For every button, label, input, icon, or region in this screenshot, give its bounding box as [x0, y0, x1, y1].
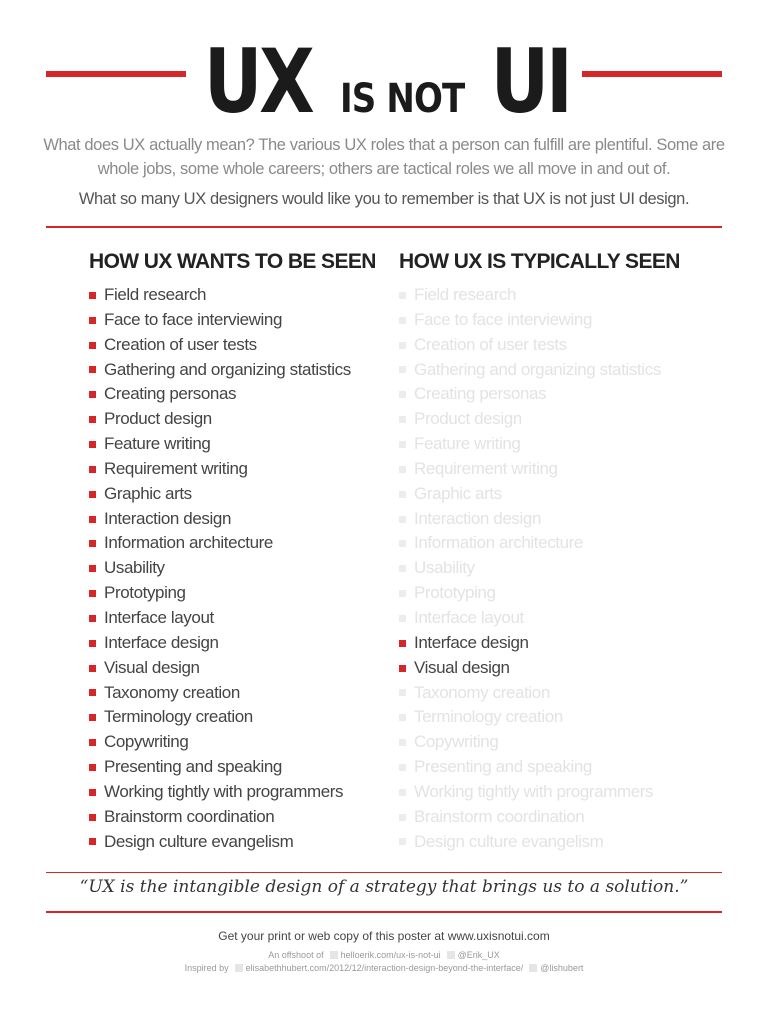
bullet-icon — [89, 441, 96, 448]
list-item — [89, 705, 351, 730]
list-item — [89, 780, 351, 805]
bullet-icon — [89, 540, 96, 547]
list-item — [89, 432, 351, 457]
list-item-label: Gathering and organizing statistics — [414, 359, 661, 379]
bullet-icon — [89, 714, 96, 721]
list-item — [399, 705, 661, 730]
list-item — [89, 382, 351, 407]
list-item-label: Brainstorm coordination — [414, 806, 585, 826]
bullet-icon — [399, 516, 406, 523]
bullet-icon — [399, 416, 406, 423]
list-item-label: Feature writing — [414, 434, 521, 454]
list-item — [399, 755, 661, 780]
left-column-heading: HOW UX WANTS TO BE SEEN — [89, 250, 376, 273]
list-item-label: Interface design — [104, 632, 219, 652]
bullet-icon — [89, 292, 96, 299]
list-item — [399, 482, 661, 507]
list-item — [399, 581, 661, 606]
list-item — [399, 681, 661, 706]
list-item-label: Gathering and organizing statistics — [104, 359, 351, 379]
list-item — [399, 308, 661, 333]
list-item — [89, 531, 351, 556]
list-item — [89, 407, 351, 432]
bullet-icon — [399, 838, 406, 845]
list-item-label: Interaction design — [414, 508, 541, 528]
list-item — [399, 283, 661, 308]
bullet-icon — [399, 391, 406, 398]
divider-quote-top — [46, 872, 722, 873]
offshoot-prefix: An offshoot of — [268, 950, 324, 960]
title-is-not: IS NOT — [340, 76, 465, 122]
bullet-icon — [399, 441, 406, 448]
list-item — [399, 780, 661, 805]
bullet-icon — [89, 814, 96, 821]
list-item-label: Requirement writing — [414, 458, 558, 478]
list-item — [399, 606, 661, 631]
list-item-label: Creation of user tests — [414, 334, 567, 354]
list-item — [399, 805, 661, 830]
list-item-label: Information architecture — [104, 533, 273, 553]
list-item-label: Face to face interviewing — [104, 309, 283, 329]
divider-top — [46, 226, 722, 228]
list-item — [399, 333, 661, 358]
offshoot-handle[interactable]: @Erik_UX — [457, 950, 500, 960]
bullet-icon — [89, 665, 96, 672]
bullet-icon — [399, 615, 406, 622]
twitter-icon — [447, 951, 455, 959]
list-item-label: Working tightly with programmers — [104, 781, 344, 801]
list-item-label: Usability — [104, 558, 165, 578]
list-item-label: Design culture evangelism — [104, 831, 294, 851]
list-item — [89, 606, 351, 631]
list-item — [399, 382, 661, 407]
footer-offshoot — [0, 950, 768, 960]
list-item — [89, 755, 351, 780]
divider-quote-bottom — [46, 911, 722, 913]
title-ux: UX — [203, 30, 312, 133]
list-item-label: Presenting and speaking — [104, 757, 282, 777]
bullet-icon — [89, 491, 96, 498]
bullet-icon — [89, 342, 96, 349]
list-item-label: Information architecture — [414, 533, 583, 553]
list-item — [89, 581, 351, 606]
list-item-label: Terminology creation — [104, 707, 253, 727]
list-item-label: Interaction design — [104, 508, 231, 528]
list-item-label: Face to face interviewing — [414, 309, 593, 329]
bullet-icon — [89, 689, 96, 696]
list-item-label: Taxonomy creation — [104, 682, 240, 702]
bullet-icon — [89, 615, 96, 622]
list-item — [89, 805, 351, 830]
bullet-icon — [399, 540, 406, 547]
list-item — [89, 730, 351, 755]
list-item-label: Graphic arts — [414, 483, 502, 503]
list-item — [89, 333, 351, 358]
list-item-label: Design culture evangelism — [414, 831, 604, 851]
list-item — [399, 830, 661, 855]
list-item-label: Field research — [104, 285, 207, 304]
bullet-icon — [399, 342, 406, 349]
list-item-label: Prototyping — [104, 583, 186, 603]
title-rule-right — [582, 71, 722, 77]
bullet-icon — [399, 814, 406, 821]
link-icon — [235, 964, 243, 972]
bullet-icon — [89, 764, 96, 771]
list-item-label: Feature writing — [104, 434, 211, 454]
bullet-icon — [399, 466, 406, 473]
title-rule-left — [46, 71, 186, 77]
bullet-icon — [399, 590, 406, 597]
bullet-icon — [89, 366, 96, 373]
list-item-label: Presenting and speaking — [414, 757, 592, 777]
list-item-label: Brainstorm coordination — [104, 806, 275, 826]
bullet-icon — [399, 764, 406, 771]
footer-main: Get your print or web copy of this poster at www.uxisnotui.com — [218, 929, 550, 943]
remember-text: What so many UX designers would like you to remember is that UX is not just UI design. — [78, 190, 690, 208]
list-item — [399, 531, 661, 556]
list-item — [89, 830, 351, 855]
list-item-label: Requirement writing — [104, 458, 248, 478]
intro-text: What does UX actually mean? The various UX roles that a person can fulfill are plentiful. Some are whole jobs, some whole careers; others are tactical roles we all move in and out of. — [43, 136, 725, 178]
bullet-icon — [399, 565, 406, 572]
bullet-icon — [399, 292, 406, 299]
list-item — [399, 507, 661, 532]
list-item — [89, 556, 351, 581]
bullet-icon — [89, 516, 96, 523]
right-column-list — [399, 283, 661, 854]
list-item — [89, 681, 351, 706]
list-item — [89, 631, 351, 656]
right-column-heading: HOW UX IS TYPICALLY SEEN — [399, 250, 680, 273]
list-item — [399, 457, 661, 482]
bullet-icon — [399, 317, 406, 324]
title-ui: UI — [490, 30, 570, 133]
list-item-label: Product design — [414, 409, 522, 429]
bullet-icon — [399, 739, 406, 746]
list-item-label: Visual design — [414, 657, 510, 677]
offshoot-link[interactable]: helloerik.com/ux-is-not-ui — [340, 950, 441, 960]
list-item-label: Terminology creation — [414, 707, 563, 727]
bullet-icon — [399, 640, 406, 647]
poster-title — [195, 30, 575, 133]
bullet-icon — [89, 739, 96, 746]
footer-inspired — [0, 963, 768, 973]
list-item-label: Creating personas — [104, 384, 237, 404]
list-item — [399, 656, 661, 681]
bullet-icon — [89, 789, 96, 796]
list-item — [89, 358, 351, 383]
twitter-icon — [529, 964, 537, 972]
list-item-label: Product design — [104, 409, 212, 429]
list-item — [89, 283, 351, 308]
bullet-icon — [89, 565, 96, 572]
bullet-icon — [89, 838, 96, 845]
list-item-label: Interface layout — [414, 607, 524, 627]
bullet-icon — [399, 714, 406, 721]
list-item — [89, 656, 351, 681]
list-item-label: Graphic arts — [104, 483, 192, 503]
inspired-link[interactable]: elisabethhubert.com/2012/12/interaction-design-beyond-the-interface/ — [245, 963, 524, 973]
list-item-label: Field research — [414, 285, 517, 304]
bullet-icon — [399, 491, 406, 498]
inspired-handle[interactable]: @lishubert — [540, 963, 584, 973]
list-item — [89, 308, 351, 333]
list-item — [89, 457, 351, 482]
bullet-icon — [399, 689, 406, 696]
list-item — [399, 730, 661, 755]
list-item-label: Copywriting — [104, 732, 189, 752]
list-item — [399, 407, 661, 432]
list-item — [399, 631, 661, 656]
list-item — [399, 556, 661, 581]
list-item-label: Taxonomy creation — [414, 682, 550, 702]
list-item-label: Visual design — [104, 657, 200, 677]
list-item — [89, 507, 351, 532]
bullet-icon — [89, 466, 96, 473]
list-item-label: Creation of user tests — [104, 334, 257, 354]
bullet-icon — [399, 665, 406, 672]
list-item-label: Working tightly with programmers — [414, 781, 654, 801]
inspired-prefix: Inspired by — [184, 963, 229, 973]
left-column-list — [89, 283, 351, 854]
list-item — [399, 432, 661, 457]
bullet-icon — [89, 640, 96, 647]
bullet-icon — [399, 789, 406, 796]
list-item-label: Copywriting — [414, 732, 499, 752]
bullet-icon — [89, 590, 96, 597]
list-item-label: Creating personas — [414, 384, 547, 404]
list-item-label: Interface design — [414, 632, 529, 652]
bullet-icon — [399, 366, 406, 373]
link-icon — [330, 951, 338, 959]
list-item — [89, 482, 351, 507]
list-item — [399, 358, 661, 383]
list-item-label: Usability — [414, 558, 475, 578]
bullet-icon — [89, 416, 96, 423]
list-item-label: Interface layout — [104, 607, 214, 627]
bullet-icon — [89, 391, 96, 398]
quote-text: “UX is the intangible design of a strategy that brings us to a solution.” — [79, 877, 689, 897]
bullet-icon — [89, 317, 96, 324]
list-item-label: Prototyping — [414, 583, 496, 603]
